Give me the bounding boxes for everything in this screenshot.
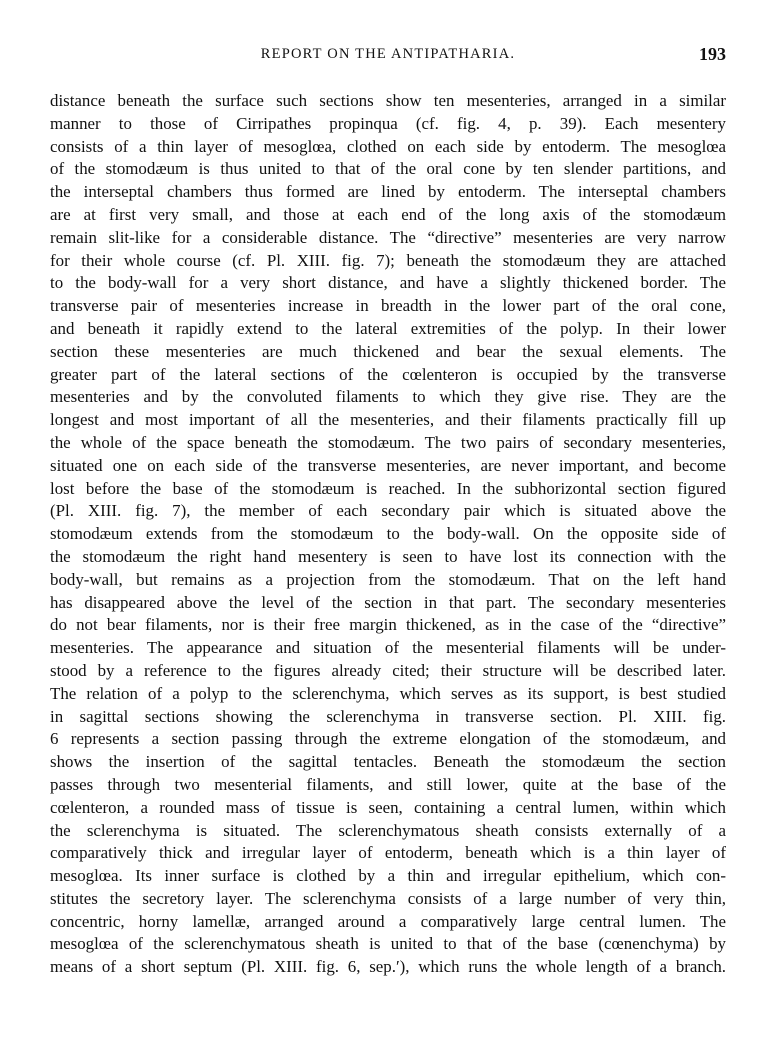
text-line: transverse pair of mesenteries increase in breadth in the lower part of the oral cone, <box>50 296 726 316</box>
text-line: 6 represents a section passing through the extreme elongation of the stomodæum, and <box>50 729 726 749</box>
text-line: lost before the base of the stomodæum is reached. In the subhorizontal section figured <box>50 478 726 498</box>
text-line: manner to those of Cirripathes propinqua (cf. fig. 4, p. 39). Each mesentery <box>50 113 726 133</box>
text-line: mesenteries. The appearance and situation of the mesenterial filaments will be under- <box>50 638 726 658</box>
text-line: mesenteries and by the convoluted filaments to which they give rise. They are the <box>50 387 726 407</box>
text-line: mesoglœa of the sclerenchymatous sheath is united to that of the base (cœnenchyma) by <box>50 934 726 954</box>
text-line: means of a short septum (Pl. XIII. fig. 6, sep.′), which runs the whole length of a branch. <box>50 957 726 977</box>
text-line: stomodæum extends from the stomodæum to the body-wall. On the opposite side of <box>50 524 726 544</box>
text-line: cœlenteron, a rounded mass of tissue is seen, containing a central lumen, within which <box>50 797 726 817</box>
text-line: the sclerenchyma is situated. The sclerenchymatous sheath consists externally of a <box>50 820 726 840</box>
running-title: REPORT ON THE ANTIPATHARIA. <box>260 46 516 62</box>
text-line: stitutes the secretory layer. The sclerenchyma consists of a large number of very thin, <box>50 888 726 908</box>
page-number: 193 <box>699 44 726 64</box>
text-line: for their whole course (cf. Pl. XIII. fig. 7); beneath the stomodæum they are attached <box>50 250 726 270</box>
text-line: mesoglœa. Its inner surface is clothed by a thin and irregular epithelium, which con- <box>50 866 726 886</box>
text-line: distance beneath the surface such sections show ten mesenteries, arranged in a similar <box>50 91 726 110</box>
text-line: of the stomodæum is thus united to that of the oral cone by ten slender partitions, and <box>50 159 726 179</box>
text-line: consists of a thin layer of mesoglœa, clothed on each side by entoderm. The mesoglœa <box>50 136 726 156</box>
text-line: greater part of the lateral sections of the cœlenteron is occupied by the transverse <box>50 364 726 384</box>
page-header <box>50 44 726 68</box>
text-line: comparatively thick and irregular layer of entoderm, beneath which is a thin layer of <box>50 843 726 863</box>
body-text <box>50 90 726 979</box>
text-line: stood by a reference to the figures already cited; their structure will be described later. <box>50 660 726 680</box>
text-line: passes through two mesenterial filaments, and still lower, quite at the base of the <box>50 774 726 794</box>
text-line: the stomodæum the right hand mesentery is seen to have lost its connection with the <box>50 546 726 566</box>
text-line: do not bear filaments, nor is their free margin thickened, as in the case of the “directive” <box>50 615 726 635</box>
text-line: body-wall, but remains as a projection from the stomodæum. That on the left hand <box>50 569 726 589</box>
text-line: remain slit-like for a considerable distance. The “directive” mesenteries are very narrow <box>50 227 726 247</box>
text-line: (Pl. XIII. fig. 7), the member of each secondary pair which is situated above the <box>50 501 726 521</box>
text-line: concentric, horny lamellæ, arranged around a comparatively large central lumen. The <box>50 911 726 931</box>
text-line: are at first very small, and those at each end of the long axis of the stomodæum <box>50 204 726 224</box>
text-line: situated one on each side of the transverse mesenteries, are never important, and become <box>50 455 726 475</box>
text-line: longest and most important of all the mesenteries, and their filaments practically fill up <box>50 410 726 430</box>
text-line: has disappeared above the level of the section in that part. The secondary mesenteries <box>50 592 726 612</box>
text-line: section these mesenteries are much thickened and bear the sexual elements. The <box>50 341 726 361</box>
text-line: the interseptal chambers thus formed are lined by entoderm. The interseptal chambers <box>50 182 726 202</box>
text-line: The relation of a polyp to the sclerenchyma, which serves as its support, is best studied <box>50 683 726 703</box>
text-line: shows the insertion of the sagittal tentacles. Beneath the stomodæum the section <box>50 752 726 772</box>
text-line: the whole of the space beneath the stomodæum. The two pairs of secondary mesenteries, <box>50 432 726 452</box>
text-line: to the body-wall for a very short distance, and have a slightly thickened border. The <box>50 273 726 293</box>
text-line: and beneath it rapidly extend to the lateral extremities of the polyp. In their lower <box>50 318 726 338</box>
text-line: in sagittal sections showing the sclerenchyma in transverse section. Pl. XIII. fig. <box>50 706 726 726</box>
